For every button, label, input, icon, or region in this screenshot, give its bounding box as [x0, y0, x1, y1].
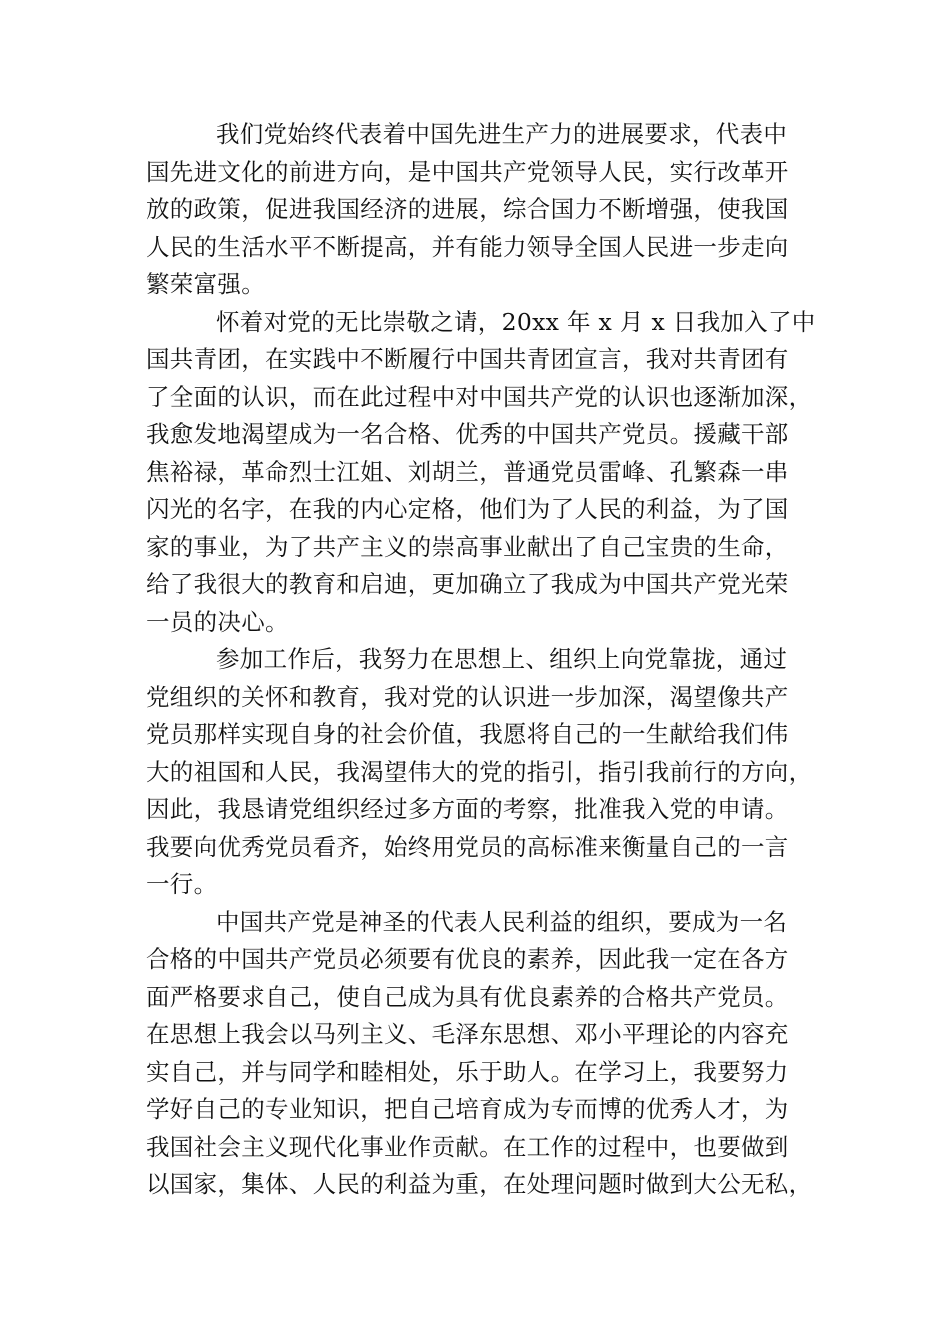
paragraph-line: 我国社会主义现代化事业作贡献。在工作的过程中，也要做到: [146, 1132, 789, 1161]
paragraph-line: 党组织的关怀和教育，我对党的认识进一步加深，渴望像共产: [146, 682, 789, 711]
paragraph-line: 合格的中国共产党员必须要有优良的素养，因此我一定在各方: [146, 945, 789, 973]
paragraph-line: 怀着对党的无比崇敬之请，20xx 年 x 月 x 日我加入了中: [216, 307, 816, 336]
paragraph-line: 大的祖国和人民，我渴望伟大的党的指引，指引我前行的方向，: [146, 757, 813, 786]
paragraph-line: 放的政策，促进我国经济的进展，综合国力不断增强，使我国: [146, 195, 789, 223]
paragraph-line: 一员的决心。: [146, 607, 289, 636]
paragraph-2: [146, 304, 816, 642]
paragraph-line: 国共青团，在实践中不断履行中国共青团宣言，我对共青团有: [146, 345, 789, 373]
paragraph-line: 参加工作后，我努力在思想上、组织上向党靠拢，通过: [216, 645, 788, 673]
paragraph-4: [146, 904, 813, 1204]
paragraph-line: 给了我很大的教育和启迪，更加确立了我成为中国共产党光荣: [146, 570, 789, 598]
paragraph-line: 我要向优秀党员看齐，始终用党员的高标准来衡量自己的一言: [146, 832, 789, 861]
paragraph-line: 我愈发地渴望成为一名合格、优秀的中国共产党员。援藏干部: [146, 420, 789, 448]
paragraph-line: 人民的生活水平不断提高，并有能力领导全国人民进一步走向: [146, 232, 789, 261]
paragraph-line: 家的事业，为了共产主义的崇高事业献出了自己宝贵的生命，: [146, 532, 789, 561]
paragraph-line: 国先进文化的前进方向，是中国共产党领导人民，实行改革开: [146, 157, 789, 186]
paragraph-line: 因此，我恳请党组织经过多方面的考察，批准我入党的申请。: [146, 795, 789, 823]
paragraph-3: [146, 641, 813, 904]
paragraph-line: 繁荣富强。: [146, 270, 265, 298]
paragraph-line: 中国共产党是神圣的代表人民利益的组织，要成为一名: [216, 907, 788, 936]
paragraph-line: 闪光的名字，在我的内心定格，他们为了人民的利益，为了国: [146, 495, 789, 523]
paragraph-line: 焦裕禄，革命烈士江姐、刘胡兰，普通党员雷峰、孔繁森一串: [146, 457, 789, 486]
paragraph-1: [146, 116, 806, 304]
paragraph-line: 以国家，集体、人民的利益为重，在处理问题时做到大公无私，: [146, 1170, 813, 1198]
paragraph-line: 了全面的认识，而在此过程中对中国共产党的认识也逐渐加深，: [146, 382, 813, 411]
paragraph-line: 实自己，并与同学和睦相处，乐于助人。在学习上，我要努力: [146, 1057, 789, 1086]
paragraph-line: 我们党始终代表着中国先进生产力的进展要求，代表中: [216, 120, 788, 148]
paragraph-line: 面严格要求自己，使自己成为具有优良素养的合格共产党员。: [146, 982, 789, 1011]
document-body: [146, 116, 816, 1204]
paragraph-line: 在思想上我会以马列主义、毛泽东思想、邓小平理论的内容充: [146, 1020, 789, 1048]
paragraph-line: 党员那样实现自身的社会价值，我愿将自己的一生献给我们伟: [146, 720, 789, 748]
paragraph-line: 学好自己的专业知识，把自己培育成为专而博的优秀人才，为: [146, 1095, 789, 1123]
paragraph-line: 一行。: [146, 870, 218, 898]
